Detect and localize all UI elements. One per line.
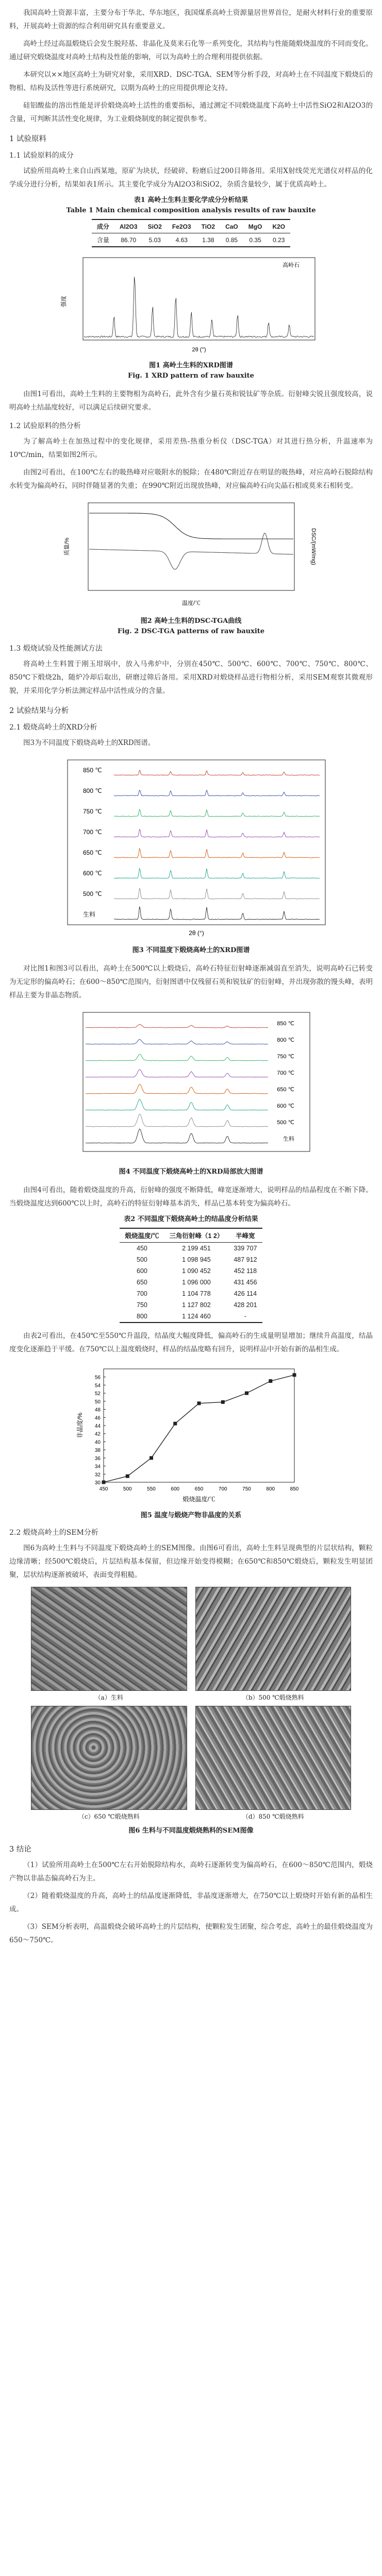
fig5-data-point xyxy=(125,1475,129,1478)
table-header-cell: 成分 xyxy=(96,223,109,230)
table-cell: 2 199 451 xyxy=(182,1245,211,1252)
table-row xyxy=(120,1243,262,1255)
table-cell: 750 xyxy=(137,1301,147,1309)
table1 xyxy=(92,219,290,247)
fig4-label: 500 ℃ xyxy=(276,1120,294,1126)
table-cell: 600 xyxy=(137,1267,147,1275)
fig5-data-point xyxy=(269,1379,272,1383)
fig3-label-600: 600 ℃ xyxy=(82,870,102,877)
fig2-caption-cn: 图2 高岭土生料的DSC-TGA曲线 xyxy=(140,617,242,625)
fig4-spectrum xyxy=(86,1084,268,1094)
fig5-y-tick-label: 50 xyxy=(94,1399,101,1405)
fig4-label: 生料 xyxy=(283,1136,294,1142)
table-row xyxy=(120,1288,262,1299)
fig3-spectrum xyxy=(114,790,320,796)
table-cell: 339 707 xyxy=(234,1245,257,1252)
fig3-label-raw: 生料 xyxy=(82,911,95,918)
fig5-caption-cn: 图5 温度与煅烧产物非晶度的关系 xyxy=(140,1512,242,1519)
fig6-caption xyxy=(9,1826,373,1836)
fig3-label-700: 700 ℃ xyxy=(82,828,102,836)
fig5-data-point xyxy=(102,1481,105,1484)
table-row xyxy=(92,233,290,247)
fig4-spectrum xyxy=(86,1024,268,1028)
fig4-label: 850 ℃ xyxy=(276,1021,294,1027)
table1-caption-cn: 表1 高岭土生料主要化学成分分析结果 xyxy=(134,196,248,204)
fig4-spectrum xyxy=(86,1054,268,1061)
fig5-ylabel: 非晶度/% xyxy=(76,1412,84,1439)
table-row xyxy=(120,1277,262,1288)
table1-caption-en: Table 1 Main chemical composition analysis results of raw bauxite xyxy=(66,207,316,214)
fig1-xlabel: 2θ (°) xyxy=(191,347,206,353)
fig4-spectrum xyxy=(86,1039,268,1044)
fig3-spectrum xyxy=(114,888,320,899)
sem-label: （b）500 ℃煅烧熟料 xyxy=(242,1694,304,1701)
table-cell: 452 118 xyxy=(234,1267,257,1275)
subsection-title: 2.1 煅烧高岭土的XRD分析 xyxy=(9,723,97,732)
paragraph: 由图4可看出，随着煅烧温度的升高，衍射峰的强度不断降低，峰宽逐渐增大，说明样品的结晶程度在不断下降。当煅烧温度达到600℃以上时，高岭石的特征衍射峰基本消失，样品已基本转变为偏高岭石。 xyxy=(9,1186,373,1208)
fig4-spectrum xyxy=(86,1099,268,1111)
fig3-spectrum xyxy=(114,829,320,837)
fig4-plot xyxy=(62,1007,320,1162)
fig1-plot xyxy=(57,252,325,355)
table-cell: 0.35 xyxy=(249,236,261,244)
sem-image-650 xyxy=(31,1706,187,1810)
fig2-tga-curve xyxy=(89,513,293,539)
fig2-dsc-curve xyxy=(89,533,293,569)
fig4-caption xyxy=(9,1167,373,1177)
sem-panel xyxy=(195,1706,352,1821)
fig6 xyxy=(31,1587,351,1821)
paragraph: 图6为高岭土生料与不同温度下煅烧高岭土的SEM图像。由图6可看出，高岭土生料呈现典型的片层状结构，颗粒边缘清晰；经500℃煅烧后，片层结构基本保留，但边缘开始变得模糊；在650℃和850℃煅烧后，颗粒发生明显团聚，层状结构逐渐被破坏，表面变得粗糙。 xyxy=(9,1544,373,1579)
subsection-title: 1.3 煅烧试验及性能测试方法 xyxy=(9,645,103,653)
fig4-label: 600 ℃ xyxy=(276,1103,294,1109)
paragraph: 对比图1和图3可以看出，高岭土在500℃以上煅烧后，高岭石特征衍射峰逐渐减弱直至消失，说明高岭石已转变为无定形的偏高岭石；在600～850℃范围内，衍射图谱中仅残留石英和锐钛矿的衍射峰，并出现弥散的馒头峰，表明样品主要为非晶态物质。 xyxy=(9,964,373,999)
sem-image-850 xyxy=(195,1706,352,1810)
fig5-y-tick-label: 52 xyxy=(94,1391,101,1397)
fig4-spectrum xyxy=(86,1129,268,1143)
table-cell: 1.38 xyxy=(202,236,214,244)
table-header-cell: K2O xyxy=(272,223,286,230)
table-row xyxy=(120,1299,262,1311)
table-row xyxy=(120,1254,262,1265)
table-cell: 431 456 xyxy=(234,1279,257,1286)
fig5-data-point xyxy=(150,1456,153,1460)
fig5-data-point xyxy=(221,1400,224,1404)
fig5-y-tick-label: 48 xyxy=(94,1407,101,1413)
table-cell: 450 xyxy=(137,1245,147,1252)
fig3-label-800: 800 ℃ xyxy=(82,787,102,794)
table-cell: 700 xyxy=(137,1290,147,1297)
fig5-plot xyxy=(73,1361,310,1505)
fig5-x-tick-label: 500 xyxy=(123,1486,132,1492)
table-cell: 428 201 xyxy=(234,1301,257,1309)
fig3-caption-cn: 图3 不同温度下煅烧高岭土的XRD图谱 xyxy=(132,946,250,954)
fig2-caption xyxy=(9,616,373,637)
fig2-frame xyxy=(88,503,294,590)
fig5-x-tick-label: 800 xyxy=(265,1486,275,1492)
sem-panel xyxy=(31,1706,187,1821)
fig5-caption xyxy=(9,1511,373,1521)
fig5-y-tick-label: 36 xyxy=(94,1455,101,1462)
table-cell: 500 xyxy=(137,1256,147,1263)
table-header-cell: TiO2 xyxy=(201,223,215,230)
subsection-title: 1.2 试验原料的热分析 xyxy=(9,422,81,430)
paragraph: 为了解高岭土在加热过程中的变化规律，采用差热-热重分析仪（DSC-TGA）对其进行热分析，升温速率为10℃/min，结果如图2所示。 xyxy=(9,437,373,459)
fig4-label: 650 ℃ xyxy=(276,1087,294,1093)
fig2 xyxy=(57,498,325,611)
table1-caption xyxy=(9,195,373,216)
fig5-y-tick-label: 38 xyxy=(94,1448,101,1454)
conclusion-item: （3）SEM分析表明，高温煅烧会破坏高岭土的片层结构，使颗粒发生团聚，综合考虑，高岭土的最佳煅烧温度为650～750℃。 xyxy=(9,1923,373,1944)
fig4 xyxy=(62,1007,320,1162)
sem-label: （c）650 ℃煅烧熟料 xyxy=(78,1813,140,1820)
fig5-y-tick-label: 34 xyxy=(94,1464,101,1470)
sem-image-500 xyxy=(195,1587,352,1691)
fig3 xyxy=(47,755,336,940)
table-row xyxy=(120,1311,262,1323)
fig1-caption xyxy=(9,361,373,381)
table-row xyxy=(120,1265,262,1277)
fig5-data-point xyxy=(173,1422,177,1426)
fig4-label: 800 ℃ xyxy=(276,1037,294,1043)
fig5-x-tick-label: 650 xyxy=(194,1486,203,1492)
fig5-x-tick-label: 600 xyxy=(170,1486,179,1492)
fig1-caption-cn: 图1 高岭土生料的XRD图谱 xyxy=(149,362,233,369)
fig5-y-tick-label: 46 xyxy=(94,1415,101,1421)
intro-paragraph: 高岭土经过高温煅烧后会发生脱羟基、非晶化及莫来石化等一系列变化，其结构与性能随煅烧温度的不同而变化。通过研究煅烧温度对高岭土结构及性能的影响，可以为高岭土的合理利用提供依据。 xyxy=(9,40,373,61)
table-cell: 1 098 945 xyxy=(182,1256,211,1263)
table-cell: 426 114 xyxy=(234,1290,257,1297)
table-cell: 0.85 xyxy=(225,236,238,244)
fig5-data-point xyxy=(292,1373,296,1377)
fig4-spectrum xyxy=(86,1070,268,1077)
intro-paragraph: 硅铝酸盐的溶出性能是评价煅烧高岭土活性的重要指标，通过测定不同煅烧温度下高岭土中活性SiO2和Al2O3的含量，可判断其活性变化规律，为工业煅烧制度的制定提供参考。 xyxy=(9,101,373,123)
fig1-spectrum xyxy=(84,277,314,337)
table-cell: 4.63 xyxy=(175,236,188,244)
fig6-caption-cn: 图6 生料与不同温度煅烧熟料的SEM图像 xyxy=(128,1827,254,1835)
fig5 xyxy=(73,1361,310,1505)
fig1-legend: 高岭石 xyxy=(282,262,300,268)
fig3-label-500: 500 ℃ xyxy=(82,890,102,897)
table-header-cell: 三角衍射峰（1 2） xyxy=(169,1232,224,1240)
fig5-y-tick-label: 42 xyxy=(94,1431,101,1437)
fig3-spectrum xyxy=(114,869,320,878)
table-cell: 0.23 xyxy=(273,236,285,244)
paragraph: 由图1可看出，高岭土生料的主要物相为高岭石，此外含有少量石英和锐钛矿等杂质。衍射峰尖锐且强度较高，说明高岭土结晶度较好，可以满足后续研究要求。 xyxy=(9,390,373,412)
fig4-label: 750 ℃ xyxy=(276,1054,294,1060)
table2-caption: 表2 不同温度下煅烧高岭土的结晶度分析结果 xyxy=(124,1215,258,1223)
fig5-y-tick-label: 44 xyxy=(94,1423,101,1429)
table-cell: 800 xyxy=(137,1313,147,1320)
fig5-x-tick-label: 450 xyxy=(99,1486,108,1492)
fig4-frame xyxy=(83,1012,310,1151)
fig5-y-tick-label: 32 xyxy=(94,1472,101,1478)
fig5-y-tick-label: 56 xyxy=(94,1375,101,1381)
table-cell: 含量 xyxy=(96,236,109,244)
paragraph: 由表2可看出，在450℃至550℃升温段，结晶度大幅度降低，偏高岭石的生成量明显增加；继续升高温度，结晶度变化逐渐趋于平缓。在750℃以上温度煅烧时，样品的结晶度略有回升，说明样品中开始有新的晶相生成。 xyxy=(9,1332,373,1353)
table-header-cell: Al2O3 xyxy=(119,223,138,230)
intro xyxy=(0,0,382,126)
paragraph: 由图2可看出，在100℃左右的吸热峰对应吸附水的脱除；在480℃附近存在明显的吸热峰，对应高岭石脱除结构水转变为偏高岭石，同时伴随显著的失重；在990℃附近出现放热峰，对应偏高岭石向尖晶石相或莫来石相转变。 xyxy=(9,468,373,490)
paragraph: 试验所用高岭土来自山西某地，原矿为块状，经破碎、粉磨后过200目筛备用。采用X射线荧光光谱仪对样品的化学成分进行分析，结果如表1所示。其主要化学成分为Al2O3和SiO2，杂质含量较少，属于优质高岭土。 xyxy=(9,167,373,189)
table-header-cell: SiO2 xyxy=(147,223,162,230)
fig2-ylabel-right: DSC/(mW/mg) xyxy=(310,528,317,565)
fig5-data-point xyxy=(245,1392,248,1395)
fig5-x-tick-label: 850 xyxy=(290,1486,298,1492)
table-cell: 650 xyxy=(137,1279,147,1286)
paragraph: 图3为不同温度下煅烧高岭土的XRD图谱。 xyxy=(23,739,155,747)
sem-panel xyxy=(195,1587,352,1702)
table-cell: 86.70 xyxy=(121,236,137,244)
fig5-series-line xyxy=(104,1375,294,1482)
fig5-xlabel: 煅烧温度/℃ xyxy=(182,1496,215,1503)
conclusion-item: （2）随着煅烧温度的升高，高岭土的结晶度逐渐降低，非晶度逐渐增大，在750℃以上煅烧时开始有新的晶相生成。 xyxy=(9,1892,373,1913)
fig3-frame xyxy=(68,760,325,925)
section-title: 3 结论 xyxy=(9,1845,31,1854)
fig5-data-point xyxy=(197,1401,201,1405)
fig2-ylabel-left: 质量/% xyxy=(63,537,70,556)
fig1 xyxy=(57,252,325,355)
conclusion-item: （1）试验所用高岭土在500℃左右开始脱除结构水，高岭石逐渐转变为偏高岭石，在600～850℃范围内，煅烧产物以非晶态偏高岭石为主。 xyxy=(9,1861,373,1883)
section-title: 1 试验原料 xyxy=(9,135,46,143)
fig5-x-tick-label: 550 xyxy=(146,1486,156,1492)
fig5-x-tick-label: 750 xyxy=(242,1486,251,1492)
paragraph: 将高岭土生料置于刚玉坩埚中，放入马弗炉中，分别在450℃、500℃、600℃、700℃、750℃、800℃、850℃下煅烧2h，随炉冷却后取出，研磨过筛后备用。采用XRD对煅烧样品进行物相分析，采用SEM观察其微观形貌，并采用化学分析法测定样品中活性成分的含量。 xyxy=(9,660,373,695)
subsection-title: 2.2 煅烧高岭土的SEM分析 xyxy=(9,1529,98,1537)
sem-label: （a）生料 xyxy=(94,1694,123,1701)
subsection-title: 1.1 试验原料的成分 xyxy=(9,151,74,160)
fig5-y-tick-label: 30 xyxy=(94,1480,101,1486)
fig4-caption-cn: 图4 不同温度下煅烧高岭土的XRD局部放大图谱 xyxy=(119,1168,263,1176)
table-cell: 1 096 000 xyxy=(182,1279,211,1286)
fig3-spectrum xyxy=(114,907,320,920)
table-cell: 487 912 xyxy=(234,1256,257,1263)
fig2-xlabel: 温度/℃ xyxy=(181,600,201,606)
fig4-spectrum xyxy=(86,1114,268,1127)
fig5-x-tick-label: 700 xyxy=(218,1486,227,1492)
table-cell: 1 124 460 xyxy=(182,1313,211,1320)
sem-image-raw xyxy=(31,1587,187,1691)
intro-paragraph: 我国高岭土资源丰富，主要分布于华北、华东地区，我国煤系高岭土资源量居世界首位，是耐火材料行业的重要原料，开展高岭土资源的综合利用研究具有重要意义。 xyxy=(9,9,373,30)
table-header-cell: CaO xyxy=(225,223,238,230)
fig3-plot xyxy=(47,755,336,940)
sem-panel xyxy=(31,1587,187,1702)
table-header-cell: 半峰宽 xyxy=(236,1232,255,1240)
fig3-label-750: 750 ℃ xyxy=(82,808,102,815)
table-header-cell: Fe2O3 xyxy=(172,223,191,230)
fig1-caption-en: Fig. 1 XRD pattern of raw bauxite xyxy=(128,372,254,380)
fig5-y-tick-label: 40 xyxy=(94,1439,101,1446)
fig2-plot xyxy=(57,498,325,611)
fig3-label-650: 650 ℃ xyxy=(82,849,102,856)
table-cell: 5.03 xyxy=(148,236,161,244)
fig3-xlabel: 2θ (°) xyxy=(188,929,204,937)
fig3-spectrum xyxy=(114,770,320,775)
fig3-caption xyxy=(9,945,373,956)
fig2-caption-en: Fig. 2 DSC-TGA patterns of raw bauxite xyxy=(117,628,265,635)
table-cell: - xyxy=(244,1313,247,1320)
table-header-cell: 煅烧温度/℃ xyxy=(125,1232,159,1240)
table-cell: 1 090 452 xyxy=(182,1267,211,1275)
fig3-label-850: 850 ℃ xyxy=(82,767,102,774)
table-cell: 1 127 802 xyxy=(182,1301,211,1309)
table-header-cell: MgO xyxy=(248,223,262,230)
section-title: 2 试验结果与分析 xyxy=(9,707,69,715)
table-cell: 1 104 778 xyxy=(182,1290,211,1297)
fig1-ylabel: 强度 xyxy=(60,296,67,307)
fig4-label: 700 ℃ xyxy=(276,1070,294,1076)
fig3-spectrum xyxy=(114,849,320,858)
fig3-spectrum xyxy=(114,809,320,817)
table2 xyxy=(120,1228,262,1323)
intro-paragraph: 本研究以××地区高岭土为研究对象，采用XRD、DSC-TGA、SEM等分析手段，对高岭土在不同温度下煅烧后的物相、结构及活性等进行系统研究，以期为高岭土的应用提供理论支持。 xyxy=(9,71,373,92)
fig5-y-tick-label: 54 xyxy=(94,1383,101,1389)
fig1-frame xyxy=(83,258,315,340)
sem-label: （d）850 ℃煅烧熟料 xyxy=(242,1813,304,1820)
fig5-frame xyxy=(104,1369,294,1482)
